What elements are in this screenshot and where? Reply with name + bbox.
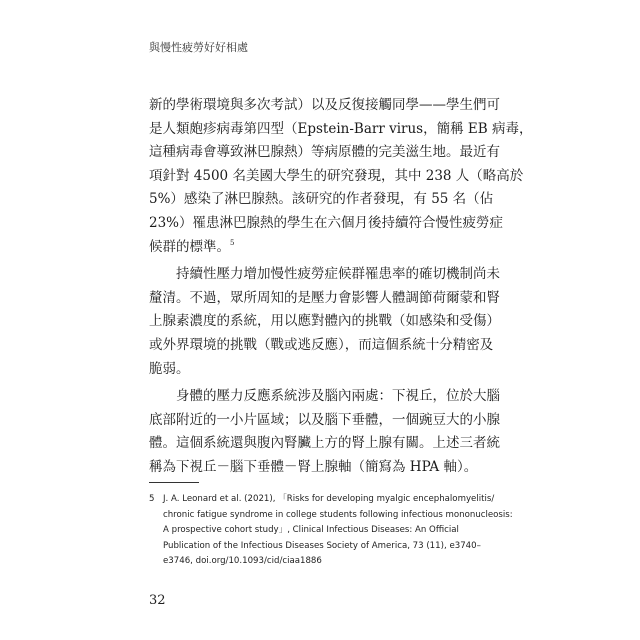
text-line: 稱為下視丘－腦下垂體－腎上腺軸（簡寫為 HPA 軸）。 — [149, 458, 478, 475]
running-header: 與慢性疲勞好好相處 — [149, 41, 248, 54]
text-line: 23%）罹患淋巴腺熱的學生在六個月後持續符合慢性疲勞症 — [149, 214, 504, 231]
text-line: 身體的壓力反應系統涉及腦內兩處：下視丘，位於大腦 — [149, 388, 500, 405]
text-line: 新的學術環境與多次考試）以及反復接觸同學——學生們可 — [149, 97, 500, 113]
text-line: 這種病毒會導致淋巴腺熱）等病原體的完美滋生地。最近有 — [149, 144, 500, 161]
text-line — [149, 236, 495, 260]
footnote — [149, 492, 513, 570]
text-line: 脆弱。 — [149, 360, 190, 377]
text-line: 項針對 4500 名美國大學生的研究發現，其中 238 人（略高於 — [149, 167, 524, 184]
page-number: 32 — [149, 593, 166, 608]
paragraph-2 — [149, 263, 500, 381]
footnote-line: Publication of the Infectious Diseases Society of America, 73 (11), e3740– — [163, 540, 481, 551]
footnote-text: J. A. Leonard et al. (2021), 「Risks for developing myalgic encephalomyelitis/ — [163, 494, 495, 504]
paragraph-3 — [149, 385, 500, 479]
footnote-line: A prospective cohort study」, Clinical Infectious Diseases: An Official — [163, 525, 459, 535]
text-line: 上腺素濃度的系統，用以應對體內的挑戰（如感染和受傷） — [149, 313, 500, 330]
body-text — [149, 94, 533, 480]
footnote-number: 5 — [149, 494, 155, 504]
text-line: 體。這個系統還與腹內腎臟上方的腎上腺有關。上述三者統 — [149, 435, 500, 452]
text-line: 是人類皰疹病毒第四型（Epstein-Barr virus，簡稱 EB 病毒， — [149, 120, 533, 137]
footnote-line: chronic fatigue syndrome in college students following infectious mononucleosis: — [163, 509, 513, 520]
text-line: 或外界環境的挑戰（戰或逃反應），而這個系統十分精密及 — [149, 336, 494, 353]
text-line: 5%）感染了淋巴腺熱。該研究的作者發現，有 55 名（佔 — [149, 191, 494, 208]
footnote-line: e3746, doi.org/10.1093/cid/ciaa1886 — [163, 556, 322, 566]
text-line: 釐清。不過，眾所周知的是壓力會影響人體調節荷爾蒙和腎 — [149, 289, 500, 306]
paragraph-1 — [149, 94, 533, 259]
footnote-line — [149, 492, 499, 508]
text-line-content: 候群的標準。 — [149, 238, 230, 255]
text-line: 持續性壓力增加慢性疲勞症候群罹患率的確切機制尚未 — [149, 266, 500, 283]
footnote-divider — [149, 482, 199, 483]
footnote-reference: 5 — [230, 238, 235, 247]
text-line: 底部附近的一小片區域；以及腦下垂體，一個豌豆大的小腺 — [149, 411, 500, 428]
